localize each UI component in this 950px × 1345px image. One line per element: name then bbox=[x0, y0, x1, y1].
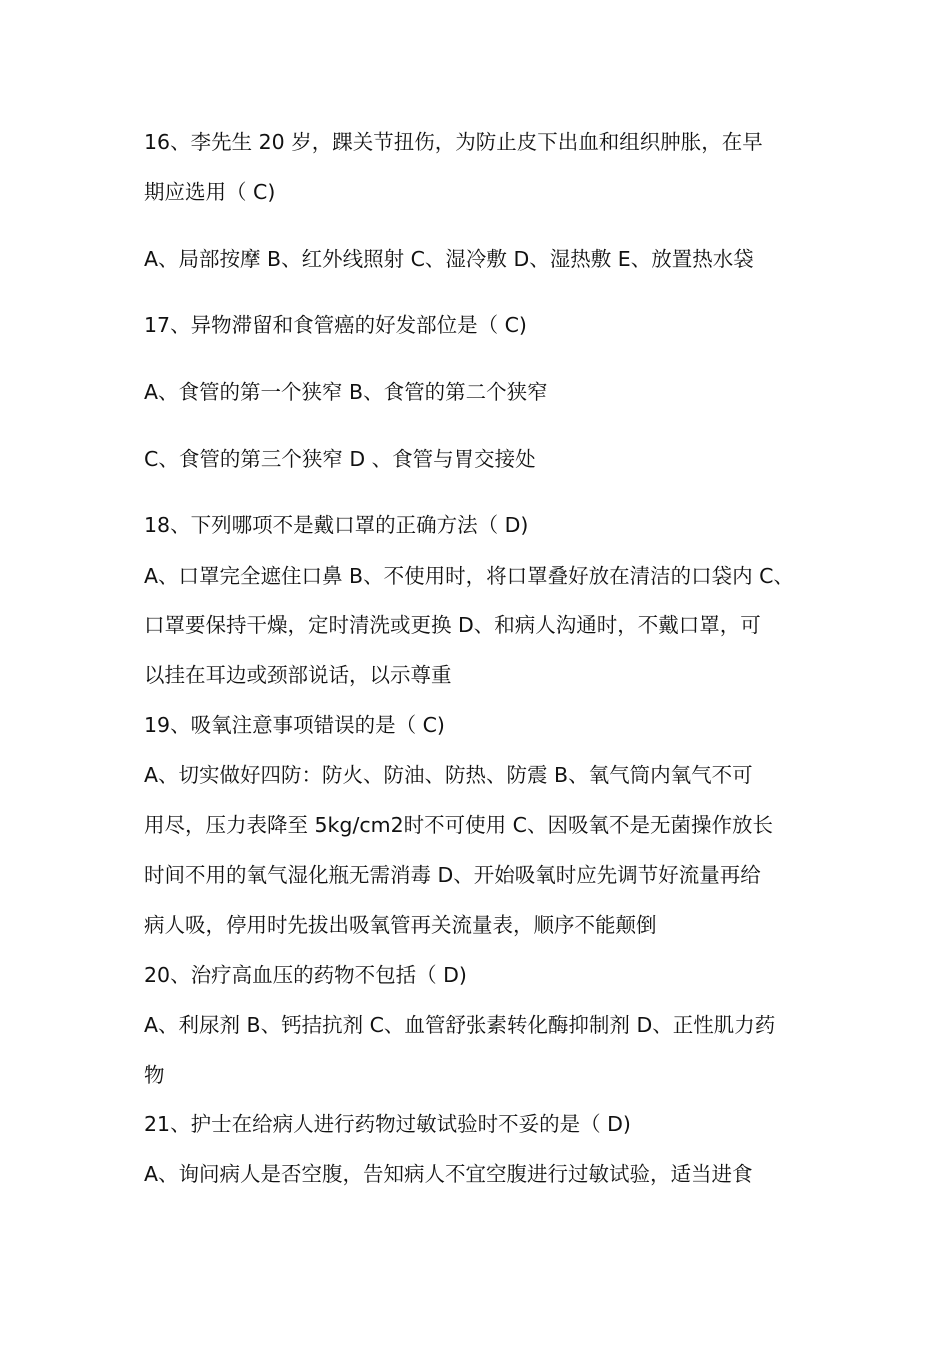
q19-options-line-3: 时间不用的氧气湿化瓶无需消毒 D、开始吸氧时应先调节好流量再给 bbox=[144, 863, 761, 887]
q16-options: A、局部按摩 B、红外线照射 C、湿冷敷 D、湿热敷 E、放置热水袋 bbox=[144, 247, 754, 271]
q18-question: 18、下列哪项不是戴口罩的正确方法（ D) bbox=[144, 513, 529, 537]
q20-options-line-1: A、利尿剂 B、钙拮抗剂 C、血管舒张素转化酶抑制剂 D、正性肌力药 bbox=[144, 1013, 776, 1037]
q16-line-1: 16、李先生 20 岁，踝关节扭伤，为防止皮下出血和组织肿胀，在早 bbox=[144, 130, 763, 154]
q17-options-ab: A、食管的第一个狭窄 B、食管的第二个狭窄 bbox=[144, 380, 548, 404]
q19-options-line-1: A、切实做好四防：防火、防油、防热、防震 B、氧气筒内氧气不可 bbox=[144, 763, 753, 787]
q18-options-line-2: 口罩要保持干燥，定时清洗或更换 D、和病人沟通时，不戴口罩，可 bbox=[144, 613, 761, 637]
q19-options-line-4: 病人吸，停用时先拔出吸氧管再关流量表，顺序不能颠倒 bbox=[144, 913, 657, 937]
q19-question: 19、吸氧注意事项错误的是（ C) bbox=[144, 713, 445, 737]
q18-options-line-3: 以挂在耳边或颈部说话，以示尊重 bbox=[144, 663, 452, 687]
q16-line-2: 期应选用（ C) bbox=[144, 180, 276, 204]
q20-options-line-2: 物 bbox=[144, 1063, 165, 1087]
q20-question: 20、治疗高血压的药物不包括（ D) bbox=[144, 963, 467, 987]
q17-options-cd: C、食管的第三个狭窄 D 、食管与胃交接处 bbox=[144, 447, 536, 471]
q18-options-line-1: A、口罩完全遮住口鼻 B、不使用时，将口罩叠好放在清洁的口袋内 C、 bbox=[144, 564, 794, 588]
q17-question: 17、异物滞留和食管癌的好发部位是（ C) bbox=[144, 313, 527, 337]
q19-options-line-2: 用尽，压力表降至 5kg/cm2时不可使用 C、因吸氧不是无菌操作放长 bbox=[144, 813, 773, 837]
q21-option-a: A、询问病人是否空腹，告知病人不宜空腹进行过敏试验，适当进食 bbox=[144, 1162, 753, 1186]
q21-question: 21、护士在给病人进行药物过敏试验时不妥的是（ D) bbox=[144, 1112, 631, 1136]
